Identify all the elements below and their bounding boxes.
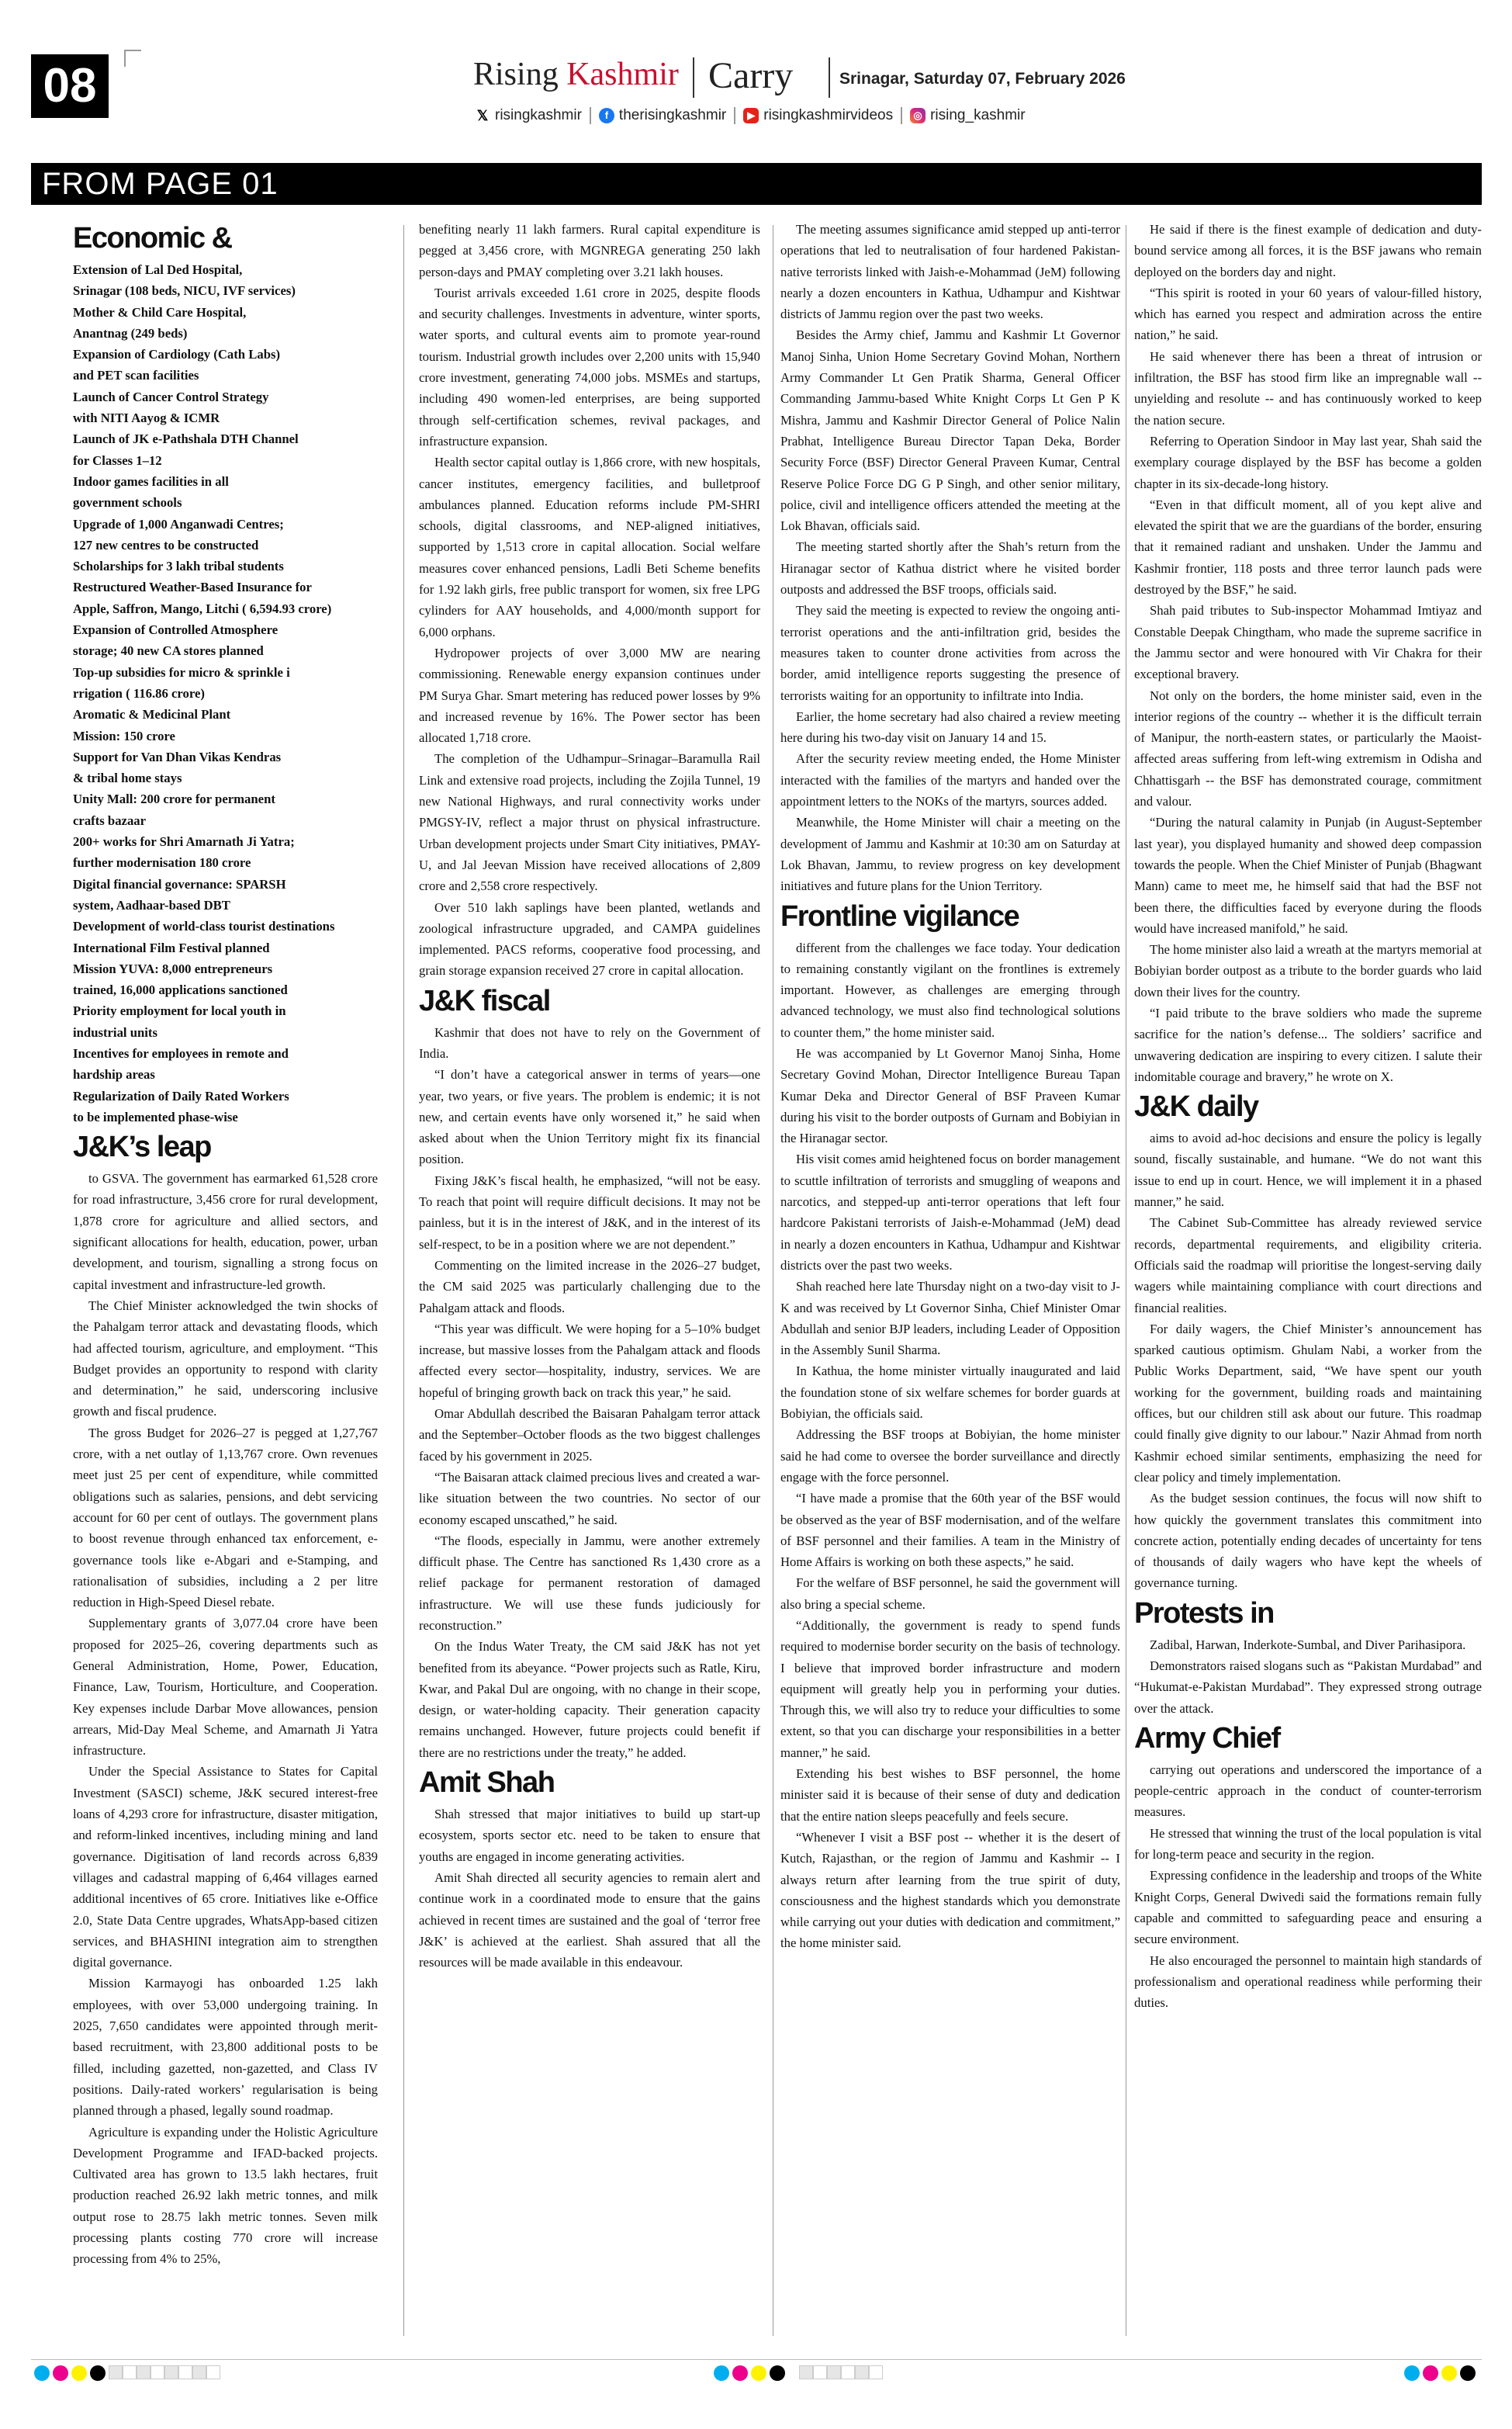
list-item: Digital financial governance: SPARSH [73, 876, 286, 892]
social-youtube[interactable] [743, 107, 893, 124]
magenta-dot [732, 2365, 748, 2381]
list-item: Launch of JK e-Pathshala DTH Channel [73, 431, 299, 447]
list-item: industrial units [73, 1024, 157, 1040]
list-item: Launch of Cancer Control Strategy [73, 389, 269, 404]
paragraph: “The floods, especially in Jammu, were another extremely difficult phase. The Centre has sanctioned Rs 1,430 crore as a relief package for permanent restoration of damaged infrastructure. We will use these funds judiciously for reconstruction.” [419, 1533, 760, 1633]
column-rule [403, 225, 404, 2336]
youtube-icon: ▶ [743, 108, 759, 123]
list-item: Scholarships for 3 lakh tribal students [73, 559, 284, 574]
paragraph: Demonstrators raised slogans such as “Pakistan Murdabad” and “Hukumat-e-Pakistan Murdabad”. They expressed strong outrage over the attack. [1134, 1658, 1482, 1716]
paragraph: Earlier, the home secretary had also chaired a review meeting here during his two-day visit on January 14 and 15. [780, 709, 1120, 746]
color-calibration-dots [34, 2365, 106, 2381]
brand-rising: Rising [473, 57, 567, 92]
paragraph: benefiting nearly 11 lakh farmers. Rural capital expenditure is pegged at 3,456 crore, with MGNREGA generating 250 lakh person-days and PMAY completing over 3.21 lakh houses. [419, 222, 760, 279]
paragraph: Meanwhile, the Home Minister will chair a meeting on the development of Jammu and Kashmir at 10:30 am on Saturday at Lok Bhavan, Jammu, to review progress on key development initiatives and future plans for the Union Territory. [780, 815, 1120, 894]
swatch [178, 2365, 192, 2379]
list-item: Unity Mall: 200 crore for permanent [73, 792, 275, 807]
section-banner: FROM PAGE 01 [31, 163, 1482, 205]
social-x[interactable] [475, 107, 582, 124]
list-item: Apple, Saffron, Mango, Litchi ( 6,594.93 crore) [73, 601, 332, 616]
paragraph: Agriculture is expanding under the Holistic Agriculture Development Programme and IFAD-backed projects. Cultivated area has grown to 13.5 lakh hectares, fruit production reached 26.92 lakh metric tonnes, and milk output rose to 28.75 lakh metric tonnes. Seven milk processing plants costing 770 crore will increase processing from 4% to 25%, [73, 2124, 378, 2267]
list-item: rrigation ( 116.86 crore) [73, 685, 205, 701]
swatch [206, 2365, 220, 2379]
paragraph: The completion of the Udhampur–Srinagar–Baramulla Rail Link and extensive road projects, including the Zojila Tunnel, 19 new National Highways, and rural connectivity works under PMGSY-IV, reflect a major thrust on physical infrastructure. Urban development projects under Smart City initiatives, PMAY-U, and Jal Jeevan Mission have received allocations of 2,809 crore and 2,558 crore respectively. [419, 751, 760, 894]
list-item: & tribal home stays [73, 771, 182, 786]
column-4 [1134, 219, 1482, 2345]
cyan-dot [34, 2365, 50, 2381]
list-item: Mother & Child Care Hospital, [73, 304, 247, 320]
black-dot [90, 2365, 106, 2381]
paragraph: “Even in that difficult moment, all of you kept alive and elevated the spirit that we are the guardians of the border, ensuring that it remained radiant and unshaken. Under the Jammu and Kashmir frontier, 118 posts and three terror launch pads were destroyed by the BSF,” he said. [1134, 497, 1482, 598]
social-instagram-handle: rising_kashmir [930, 107, 1026, 123]
instagram-icon: ◎ [910, 108, 926, 123]
list-item: Upgrade of 1,000 Anganwadi Centres; [73, 516, 284, 532]
paragraph: “I paid tribute to the brave soldiers who made the supreme sacrifice for the nation’s defense... The soldiers’ sacrifice and unwavering dedication are inspiring to every citizen. I salute their indomitable courage and bravery,” he wrote on X. [1134, 1005, 1482, 1084]
magenta-dot [53, 2365, 68, 2381]
paragraph: Besides the Army chief, Jammu and Kashmir Lt Governor Manoj Sinha, Union Home Secretary Govind Mohan, Northern Army Commander Lt Gen Pratik Sharma, General Officer Commanding Jammu-based White Knight Corps Lt Gen P K Mishra, Jammu and Kashmir Director General of Police Nalin Prabhat, Intelligence Bureau Director Tapan Deka, Border Security Force (BSF) Director General Praveen Kumar, Central Reserve Police Force DG G P Singh, and other senior military, police, civil and intelligence officers attended the meeting at the Lok Bhavan, officials said. [780, 327, 1120, 534]
social-divider [734, 107, 735, 124]
paragraph: Fixing J&K’s fiscal health, he emphasized, “will not be easy. To reach that point will require difficult decisions. It may not be painless, but it is in the interest of J&K, and in the interest of its self-respect, to be in a position where we are not dependent.” [419, 1173, 760, 1252]
paragraph: Amit Shah directed all security agencies to remain alert and continue work in a coordinated mode to ensure that the gains achieved in recent times are sustained and the goal of ‘terror free J&K’ is achieved at the earliest. Shah assured that all the resources will be made available in this endeavour. [419, 1869, 760, 1970]
list-item: Anantnag (249 beds) [73, 325, 188, 341]
masthead-divider-2 [829, 57, 830, 98]
paragraph: “Whenever I visit a BSF post -- whether it is the desert of Kutch, Rajasthan, or the region of Jammu and Kashmir -- I always return after learning from the true spirit of duty, consciousness and the highest standards which you demonstrate while carrying out your duties with dedication and commitment,” the home minister said. [780, 1829, 1120, 1951]
list-item: government schools [73, 495, 182, 511]
black-dot [770, 2365, 785, 2381]
paragraph: The Chief Minister acknowledged the twin shocks of the Pahalgam terror attack and devastating floods, which had affected tourism, agriculture, and employment. “This Budget provides an opportunity to respond with clarity and determination,” he said, underscoring inclusive growth and fiscal prudence. [73, 1298, 378, 1419]
paragraph: “This spirit is rooted in your 60 years of valour-filled history, which has earned you respect and admiration across the entire nation,” he said. [1134, 285, 1482, 343]
paragraph: “This year was difficult. We were hoping for a 5–10% budget increase, but massive losses from the Pahalgam attack and floods affected every sector—hospitality, industry, services. We are hopeful of bringing growth back on track this year,” he said. [419, 1321, 760, 1400]
list-item: Mission: 150 crore [73, 728, 175, 743]
social-divider [590, 107, 591, 124]
list-item: Expansion of Controlled Atmosphere [73, 622, 279, 638]
color-calibration-dots [1404, 2365, 1476, 2381]
list-item: trained, 16,000 applications sanctioned [73, 982, 288, 998]
paragraph: As the budget session continues, the focus will now shift to how quickly the government translates this commitment into concrete action, potentially ending decades of uncertainty for tens of thousands of daily wagers who have kept the wheels of governance turning. [1134, 1491, 1482, 1591]
list-item: Incentives for employees in remote and [73, 1045, 289, 1061]
swatch [151, 2365, 164, 2379]
headline-amit-shah: Amit Shah [419, 1766, 555, 1800]
list-item: further modernisation 180 crore [73, 855, 251, 871]
paragraph: He said if there is the finest example of dedication and duty-bound service among all forces, it is the BSF jawans who remain deployed on the borders day and night. [1134, 222, 1482, 279]
facebook-icon: f [599, 108, 614, 123]
paragraph: Under the Special Assistance to States for Capital Investment (SASCI) scheme, J&K secured interest-free loans of 4,293 crore for infrastructure, disaster mitigation, and reform-linked incentives, including mining and land governance. Digitisation of land records across 6,839 villages and cadastral mapping of 6,464 villages earned additional incentives of 65 crore. Initiatives like e-Office 2.0, State Data Centre upgrades, WhatsApp-based citizen services, and BHASHINI integration aim to strengthen digital governance. [73, 1764, 378, 1970]
social-facebook[interactable] [599, 107, 726, 124]
swatch [869, 2365, 883, 2379]
paragraph: The home minister also laid a wreath at the martyrs memorial at Bobiyian border outpost as a tribute to the border guards who laid down their lives for the country. [1134, 942, 1482, 1000]
paragraph: The gross Budget for 2026–27 is pegged at 1,27,767 crore, with a net outlay of 1,13,767 crore. Own revenues meet just 25 per cent of expenditure, while committed obligations such as salaries, pensions, and debt servicing account for 60 per cent of outlays. The government plans to boost revenue through enhanced tax enforcement, e-governance tools like e-Abgari and e-Stamping, and rationalisation of subsidies, including a 2 per litre reduction in High-Speed Diesel rebate. [73, 1425, 378, 1610]
social-facebook-handle: therisingkashmir [618, 107, 727, 123]
paragraph: Health sector capital outlay is 1,866 crore, with new hospitals, cancer institutes, emergency facilities, and bulletproof ambulances planned. Education reforms include PM-SHRI schools, digital classrooms, and NEP-aligned initiatives, supported by 1,513 crore in capital allocation. Social welfare measures cover enhanced pensions, Ladli Beti Scheme benefits for 1.92 lakh girls, free public transport for women, six free LPG cylinders for AAY households, and 4,000/month support for 6,000 orphans. [419, 455, 760, 639]
brand-kashmir: Kashmir [566, 57, 679, 92]
list-item: storage; 40 new CA stores planned [73, 643, 264, 659]
paragraph: He stressed that winning the trust of the local population is vital for long-term peace and security in the region. [1134, 1825, 1482, 1862]
paragraph: Expressing confidence in the leadership and troops of the White Knight Corps, General Dwivedi said the formations remain fully capable and committed to safeguarding peace and ensuring a secure environment. [1134, 1868, 1482, 1947]
headline-protests-in: Protests in [1134, 1596, 1274, 1630]
list-item: and PET scan facilities [73, 368, 199, 383]
social-handles [475, 104, 1026, 127]
color-bar [109, 2365, 220, 2379]
social-x-handle: risingkashmir [495, 107, 582, 123]
color-calibration-dots [714, 2365, 785, 2381]
swatch [109, 2365, 123, 2379]
paragraph: Addressing the BSF troops at Bobiyian, the home minister said he had come to oversee the border surveillance and directly engage with the force personnel. [780, 1427, 1120, 1485]
paragraph: In Kathua, the home minister virtually inaugurated and laid the foundation stone of six welfare schemes for border guards at Bobiyian, the officials said. [780, 1363, 1120, 1422]
paragraph: Kashmir that does not have to rely on the Government of India. [419, 1024, 760, 1061]
list-item: Mission YUVA: 8,000 entrepreneurs [73, 961, 273, 976]
list-item: to be implemented phase-wise [73, 1109, 238, 1124]
paragraph: Mission Karmayogi has onboarded 1.25 lakh employees, with over 53,000 undergoing training. In 2025, 7,650 candidates were appointed through merit-based recruitment, with 23,800 additional posts to be filled, including gazetted, non-gazetted, and Class IV positions. Daily-rated workers’ regularisation is being planned through a phased, legally sound roadmap. [73, 1976, 378, 2119]
list-item: Development of world-class tourist destinations [73, 919, 335, 934]
paragraph: He said whenever there has been a threat of intrusion or infiltration, the BSF has stood firm like an impregnable wall -- unyielding and resolute -- and has continuously worked to keep the nation secure. [1134, 348, 1482, 428]
paragraph: “The Baisaran attack claimed precious lives and created a war-like situation between the two countries. No sector of our economy escaped unscathed,” he said. [419, 1469, 760, 1527]
list-item: system, Aadhaar-based DBT [73, 897, 230, 913]
paragraph: Over 510 lakh saplings have been planted, wetlands and zoological infrastructure upgraded, and CAMPA guidelines implemented. PACS reforms, cooperative food processing, and grain storage expansion received 27 crore in capital allocation. [419, 899, 760, 979]
swatch [192, 2365, 206, 2379]
swatch [855, 2365, 869, 2379]
page-number: 08 [31, 54, 109, 118]
list-item: 127 new centres to be constructed [73, 537, 259, 553]
list-item: for Classes 1–12 [73, 452, 162, 468]
cyan-dot [714, 2365, 729, 2381]
social-youtube-handle: risingkashmirvideos [763, 107, 894, 123]
paragraph: aims to avoid ad-hoc decisions and ensure the policy is legally sound, fiscally sustainable, and humane. “We do not want this issue to end up in court. Hence, we will implement it in a phased manner,” he said. [1134, 1131, 1482, 1210]
brand-logo [473, 56, 679, 93]
color-bar [799, 2365, 883, 2379]
paragraph: Shah paid tributes to Sub-inspector Mohammad Imtiyaz and Constable Deepak Chingtham, who made the supreme sacrifice in the Jammu sector and were honoured with Vir Chakra for their exceptional bravery. [1134, 603, 1482, 682]
list-item: Support for Van Dhan Vikas Kendras [73, 749, 282, 764]
list-item: 200+ works for Shri Amarnath Ji Yatra; [73, 834, 295, 850]
headline-army-chief: Army Chief [1134, 1721, 1280, 1755]
social-instagram[interactable] [910, 107, 1025, 124]
paragraph: The meeting started shortly after the Shah’s return from the Hiranagar sector of Kathua district where he visited border outposts and addressed the BSF troops, officials said. [780, 539, 1120, 598]
list-item: Extension of Lal Ded Hospital, [73, 262, 243, 277]
paragraph: The Cabinet Sub-Committee has already reviewed service records, departmental requirements, and eligibility criteria. Officials said the roadmap will prioritise the longest-serving daily wagers while maintaining compliance with court directions and financial realities. [1134, 1215, 1482, 1315]
paragraph: After the security review meeting ended, the Home Minister interacted with the families of the martyrs and handed over the appointment letters to the NOKs of the martyrs, sources added. [780, 751, 1120, 809]
paragraph: Hydropower projects of over 3,000 MW are nearing commissioning. Renewable energy expansion continues under PM Surya Ghar. Smart metering has reduced power losses by 9% and increased revenue by 16%. The Power sector has been allocated 1,718 crore. [419, 645, 760, 746]
list-item: hardship areas [73, 1067, 155, 1083]
paragraph: Supplementary grants of 3,077.04 crore have been proposed for 2025–26, covering departments such as General Administration, Home, Power, Education, Finance, Law, Tourism, Horticulture, and Cooperation. Key expenses include Darbar Move allowances, pension arrears, Mid-Day Meal Scheme, and Amarnath Ji Yatra infrastructure. [73, 1616, 378, 1759]
list-item: Restructured Weather-Based Insurance for [73, 580, 312, 595]
magenta-dot [1423, 2365, 1438, 2381]
paragraph: For the welfare of BSF personnel, he said the government will also bring a special scheme. [780, 1575, 1120, 1612]
list-item: Indoor games facilities in all [73, 473, 229, 489]
headline-jk-daily: J&K daily [1134, 1090, 1258, 1124]
list-item: with NITI Aayog & ICMR [73, 411, 220, 426]
paragraph: Omar Abdullah described the Baisaran Pahalgam terror attack and the September–October floods as the two biggest challenges faced by his government in 2025. [419, 1406, 760, 1464]
paragraph: “I have made a promise that the 60th year of the BSF would be observed as the year of BSF modernisation, and of the welfare of BSF personnel and their families. A team in the Ministry of Home Affairs is working on both these aspects,” he said. [780, 1491, 1120, 1570]
swatch [827, 2365, 841, 2379]
list-item: Regularization of Daily Rated Workers [73, 1088, 289, 1104]
paragraph: The meeting assumes significance amid stepped up anti-terror operations that led to neutralisation of four hardened Pakistan-native terrorists linked with Jaish-e-Mohammad (JeM) following nearly a dozen encounters in Kathua, Udhampur and Kishtwar districts of Jammu region over the past two weeks. [780, 222, 1120, 322]
yellow-dot [1441, 2365, 1457, 2381]
dateline: Srinagar, Saturday 07, February 2026 [839, 70, 1126, 88]
x-icon: 𝕏 [475, 108, 490, 123]
paragraph: Shah reached here late Thursday night on a two-day visit to J-K and was received by Lt Governor Sinha, Chief Minister Omar Abdullah and senior BJP leaders, including Leader of Opposition in the Assembly Sunil Sharma. [780, 1279, 1120, 1358]
headline-economic: Economic & [73, 222, 232, 255]
list-item: Aromatic & Medicinal Plant [73, 707, 231, 722]
paragraph: For daily wagers, the Chief Minister’s announcement has sparked cautious optimism. Ghulam Nabi, a worker from the Public Works Department, said, “We have spent our youth working for the government, building roads and maintaining offices, but our children still ask about our future. This roadmap could finally give dignity to our labour.” Nazir Ahmad from north Kashmir echoed similar sentiments, emphasizing the need for clear policy and timely implementation. [1134, 1321, 1482, 1485]
swatch [137, 2365, 151, 2379]
column-2 [419, 219, 760, 2345]
swatch [799, 2365, 813, 2379]
list-item: International Film Festival planned [73, 940, 270, 955]
column-1 [31, 219, 378, 2345]
paragraph: Not only on the borders, the home minister said, even in the interior regions of the country -- whether it is the difficult terrain of Manipur, the north-eastern states, or particularly the Maoist-affected areas suffering from left-wing extremism in Odisha and Chhattisgarh -- the BSF has demonstrated courage, commitment and valour. [1134, 688, 1482, 809]
list-item: Priority employment for local youth in [73, 1003, 286, 1019]
paragraph: Shah stressed that major initiatives to build up start-up ecosystem, sports sector etc. need to be taken to ensure that youths are engaged in income generating activities. [419, 1807, 760, 1864]
paragraph: He also encouraged the personnel to maintain high standards of professionalism and operational readiness while performing their duties. [1134, 1953, 1482, 2011]
black-dot [1460, 2365, 1476, 2381]
paragraph: “I don’t have a categorical answer in terms of years—one year, two years, or five years. The problem is endemic; it is not new, and certain events have only worsened it,” he said when asked about when the Union Territory might fix its financial position. [419, 1067, 760, 1167]
social-divider [901, 107, 902, 124]
yellow-dot [751, 2365, 766, 2381]
article-jk-leap [73, 1168, 378, 2269]
list-item: crafts bazaar [73, 813, 147, 828]
paragraph: Zadibal, Harwan, Inderkote-Sumbal, and Diver Parihasipora. [1150, 1637, 1466, 1652]
paragraph: Commenting on the limited increase in the 2026–27 budget, the CM said 2025 was particularly challenging due to the Pahalgam attack and floods. [419, 1257, 760, 1315]
edition-label: Carry [708, 55, 794, 96]
headline-frontline-vigilance: Frontline vigilance [780, 899, 1019, 933]
paragraph: “Additionally, the government is ready to spend funds required to modernise border security on the basis of technology. I believe that improved border infrastructure and modern equipment will greatly help you in performing your duties. Through this, we will also try to reduce your difficulties to some extent, so that you can discharge your responsibilities in a better manner,” he said. [780, 1618, 1120, 1760]
list-item: Srinagar (108 beds, NICU, IVF services) [73, 283, 296, 299]
cyan-dot [1404, 2365, 1420, 2381]
masthead-divider [693, 57, 694, 98]
paragraph: They said the meeting is expected to review the ongoing anti-terrorist operations and the anti-infiltration grid, besides the measures taken to counter drone activities from across the border, amid intelligence reports suggesting the presence of terrorists waiting for an opportunity to infiltrate into India. [780, 603, 1120, 703]
paragraph: Referring to Operation Sindoor in May last year, Shah said the exemplary courage displayed by the BSF has become a golden chapter in its six-decade-long history. [1134, 433, 1482, 491]
column-3 [780, 219, 1120, 2345]
paragraph: Tourist arrivals exceeded 1.61 crore in 2025, despite floods and security challenges. Investments in adventure, winter sports, water sports, and cultural events aim to promote year-round tourism. Industrial growth includes over 2,200 units with 15,940 crore investment, generating 74,000 jobs. MSMEs and startups, including 490 women-led enterprises, are being supported through self-certification schemes, revival packages, and infrastructure expansion. [419, 285, 760, 449]
highlights-list [73, 259, 378, 1128]
paragraph: On the Indus Water Treaty, the CM said J&K has not yet benefited from its abeyance. “Power projects such as Ratle, Kiru, Kwar, and Pakal Dul are ongoing, with no change in their scope, design, or water-holding capacity. Their generation capacity remains unchanged. However, future projects could benefit if there are no restrictions under the treaty,” he added. [419, 1639, 760, 1760]
registration-mark [124, 50, 141, 67]
paragraph: Extending his best wishes to BSF personnel, the home minister said it is because of their sense of duty and dedication that the entire nation sleeps peacefully and feels secure. [780, 1766, 1120, 1824]
paragraph: different from the challenges we face today. Your dedication to remaining constantly vigilant on the frontlines is extremely important. However, as challenges are emerging through advanced technology, we must also find technological solutions to counter them,” the home minister said. [780, 940, 1120, 1040]
list-item: Expansion of Cardiology (Cath Labs) [73, 347, 281, 362]
swatch [813, 2365, 827, 2379]
swatch [123, 2365, 137, 2379]
swatch [164, 2365, 178, 2379]
headline-jk-fiscal: J&K fiscal [419, 984, 550, 1017]
list-item: Top-up subsidies for micro & sprinkle i [73, 664, 290, 680]
paragraph: carrying out operations and underscored the importance of a people-centric approach in the conduct of counter-terrorism measures. [1134, 1762, 1482, 1820]
paragraph: to GSVA. The government has earmarked 61,528 crore for road infrastructure, 3,456 crore for rural development, 1,878 crore for agriculture and allied sectors, and significant allocations for health, education, power, urban development, and tourism, signalling a strong focus on capital investment and infrastructure-led growth. [73, 1171, 378, 1292]
paragraph: He was accompanied by Lt Governor Manoj Sinha, Home Secretary Govind Mohan, Director Intelligence Bureau Tapan Kumar Deka and Director General of BSF Praveen Kumar during his visit to the border outposts of Gurnam and Bobiyian in the Hiranagar sector. [780, 1045, 1120, 1146]
yellow-dot [71, 2365, 87, 2381]
footer-rule [31, 2359, 1482, 2360]
paragraph: His visit comes amid heightened focus on border management to scuttle infiltration of terrorists and smuggling of weapons and narcotics, and stepped-up anti-terror operations that left four hardcore Pakistani terrorists of Jaish-e-Mohammad (JeM) dead in nearly a dozen encounters in Kathua, Udhampur and Kishtwar districts over the past two weeks. [780, 1152, 1120, 1273]
headline-jk-leap: J&K’s leap [73, 1131, 211, 1164]
swatch [841, 2365, 855, 2379]
paragraph: “During the natural calamity in Punjab (in August-September last year), you displayed humanity and showed deep compassion towards the people. When the Chief Minister of Punjab (Bhagwant Mann) came to meet me, he himself said that had the BSF not been there, the difficulties faced by everyone during the floods would have increased manifold,” he said. [1134, 815, 1482, 936]
